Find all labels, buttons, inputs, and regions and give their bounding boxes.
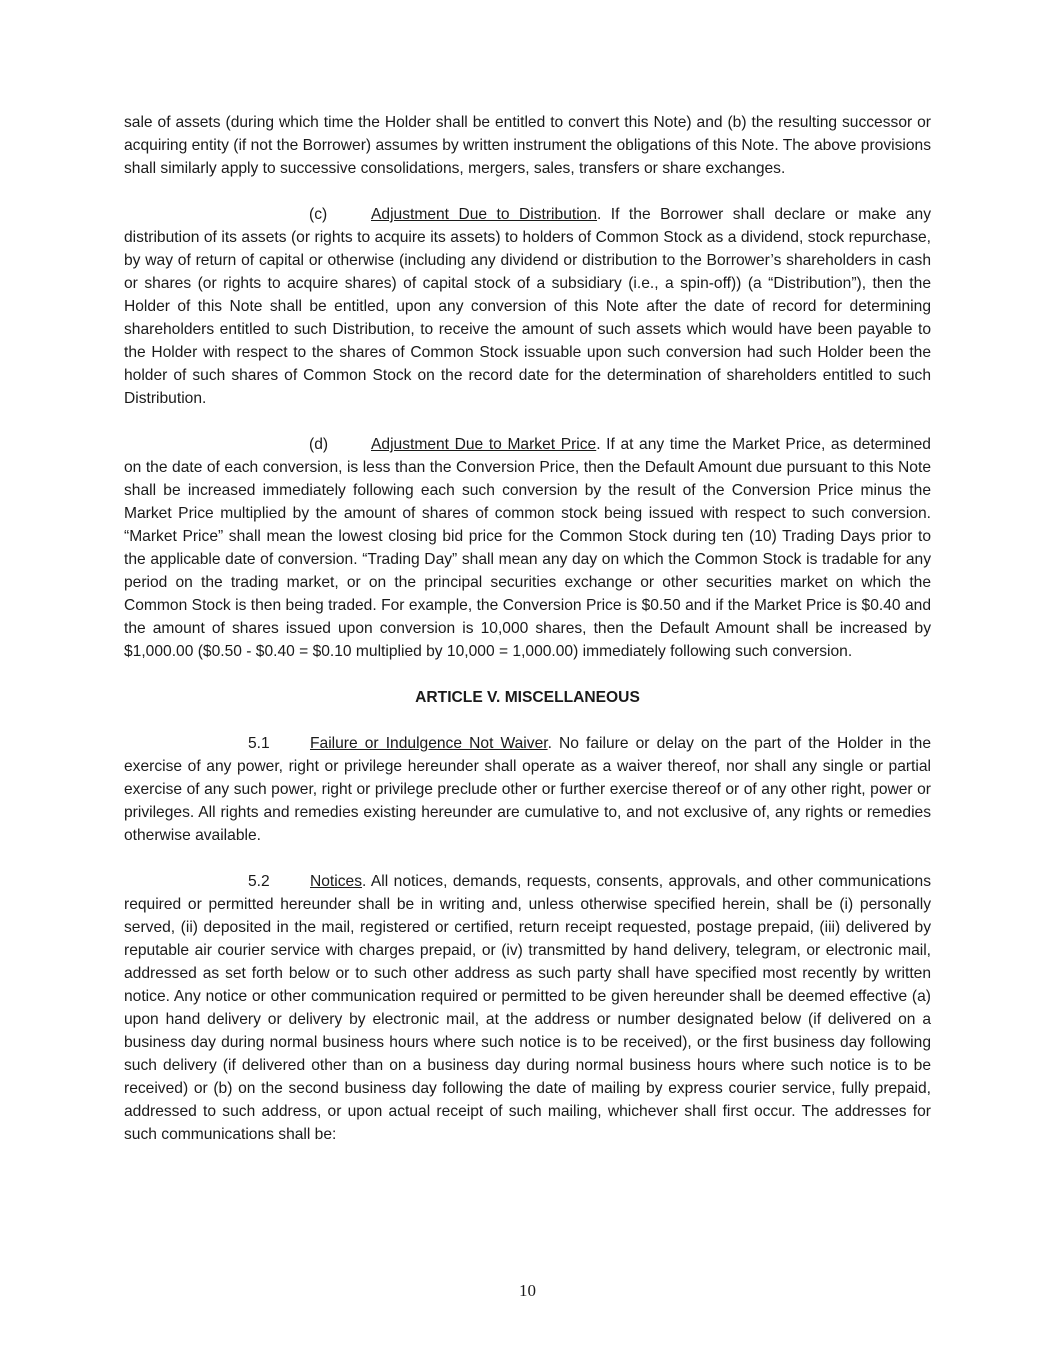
section-c-heading: Adjustment Due to Distribution	[371, 206, 598, 223]
section-c-number: (c)	[309, 206, 328, 223]
document-page	[124, 111, 931, 1146]
section-d-body: . If at any time the Market Price, as determined on the date of each conversion, is less than the Conversion Price, then the Default Amount due pursuant to this Note shall be increased immediately following each such conversion by the result of the Conversion Price minus the Market Price multiplied by the amount of shares of common stock being issued with respect to such conversion. “Market Price” shall mean the lowest closing bid price for the Common Stock during ten (10) Trading Days prior to the applicable date of conversion. “Trading Day” shall mean any day on which the Common Stock is tradable for any period on the trading market, or on the principal securities exchange or other securities market on which the Common Stock is then being traded. For example, the Conversion Price is $0.50 and if the Market Price is $0.40 and the amount of shares issued upon conversion is 10,000 shares, then the Default Amount shall be increased by $1,000.00 ($0.50 - $0.40 = $0.10 multiplied by 10,000 = 1,000.00) immediately following such conversion.	[124, 436, 931, 660]
section-5-2-number: 5.2	[248, 873, 270, 890]
section-5-2	[124, 870, 931, 1146]
section-5-2-body: . All notices, demands, requests, consents, approvals, and other communications required or permitted hereunder shall be in writing and, unless otherwise specified herein, shall be (i) personally served, (ii) deposited in the mail, registered or certified, return receipt requested, postage prepaid, (iii) delivered by reputable air courier service with charges prepaid, or (iv) transmitted by hand delivery, telegram, or electronic mail, addressed as set forth below or to such other address as such party shall have specified most recently by written notice. Any notice or other communication required or permitted to be given hereunder shall be deemed effective (a) upon hand delivery or delivery by electronic mail, at the address or number designated below (if delivered on a business day during normal business hours where such notice is to be received), or the first business day following such delivery (if delivered other than on a business day during normal business hours where such notice is to be received) or (b) on the second business day following the date of mailing by express courier service, fully prepaid, addressed to such address, or upon actual receipt of such mailing, whichever shall first occur. The addresses for such communications shall be:	[124, 873, 931, 1143]
section-d-heading: Adjustment Due to Market Price	[371, 436, 597, 453]
section-d	[124, 433, 931, 663]
section-c	[124, 203, 931, 410]
section-5-1-body: . No failure or delay on the part of the Holder in the exercise of any power, right or privilege hereunder shall operate as a waiver thereof, nor shall any single or partial exercise of any such power, right or privilege preclude other or further exercise thereof or of any other right, power or privileges. All rights and remedies existing hereunder are cumulative to, and not exclusive of, any rights or remedies otherwise available.	[124, 735, 931, 844]
paragraph-continuation: sale of assets (during which time the Holder shall be entitled to convert this Note) and (b) the resulting successor or acquiring entity (if not the Borrower) assumes by written instrument the obligations of this Note. The above provisions shall similarly apply to successive consolidations, mergers, sales, transfers or share exchanges.	[124, 114, 931, 177]
section-c-body: . If the Borrower shall declare or make any distribution of its assets (or rights to acquire its assets) to holders of Common Stock as a dividend, stock repurchase, by way of return of capital or otherwise (including any dividend or distribution to the Borrower’s shareholders in cash or shares (or rights to acquire shares) of capital stock of a subsidiary (i.e., a spin-off)) (a “Distribution”), then the Holder of this Note shall be entitled, upon any conversion of this Note after the date of record for determining shareholders entitled to such Distribution, to receive the amount of such assets which would have been payable to the Holder with respect to the shares of Common Stock issuable upon such conversion had such Holder been the holder of such shares of Common Stock on the record date for the determination of shareholders entitled to such Distribution.	[124, 206, 931, 407]
section-5-1-number: 5.1	[248, 735, 270, 752]
article-heading: ARTICLE V. MISCELLANEOUS	[415, 689, 640, 706]
section-d-number: (d)	[309, 436, 329, 453]
page-number: 10	[519, 1281, 536, 1300]
section-5-2-heading: Notices	[310, 873, 362, 890]
section-5-1	[124, 732, 931, 847]
section-5-1-heading: Failure or Indulgence Not Waiver	[310, 735, 548, 752]
